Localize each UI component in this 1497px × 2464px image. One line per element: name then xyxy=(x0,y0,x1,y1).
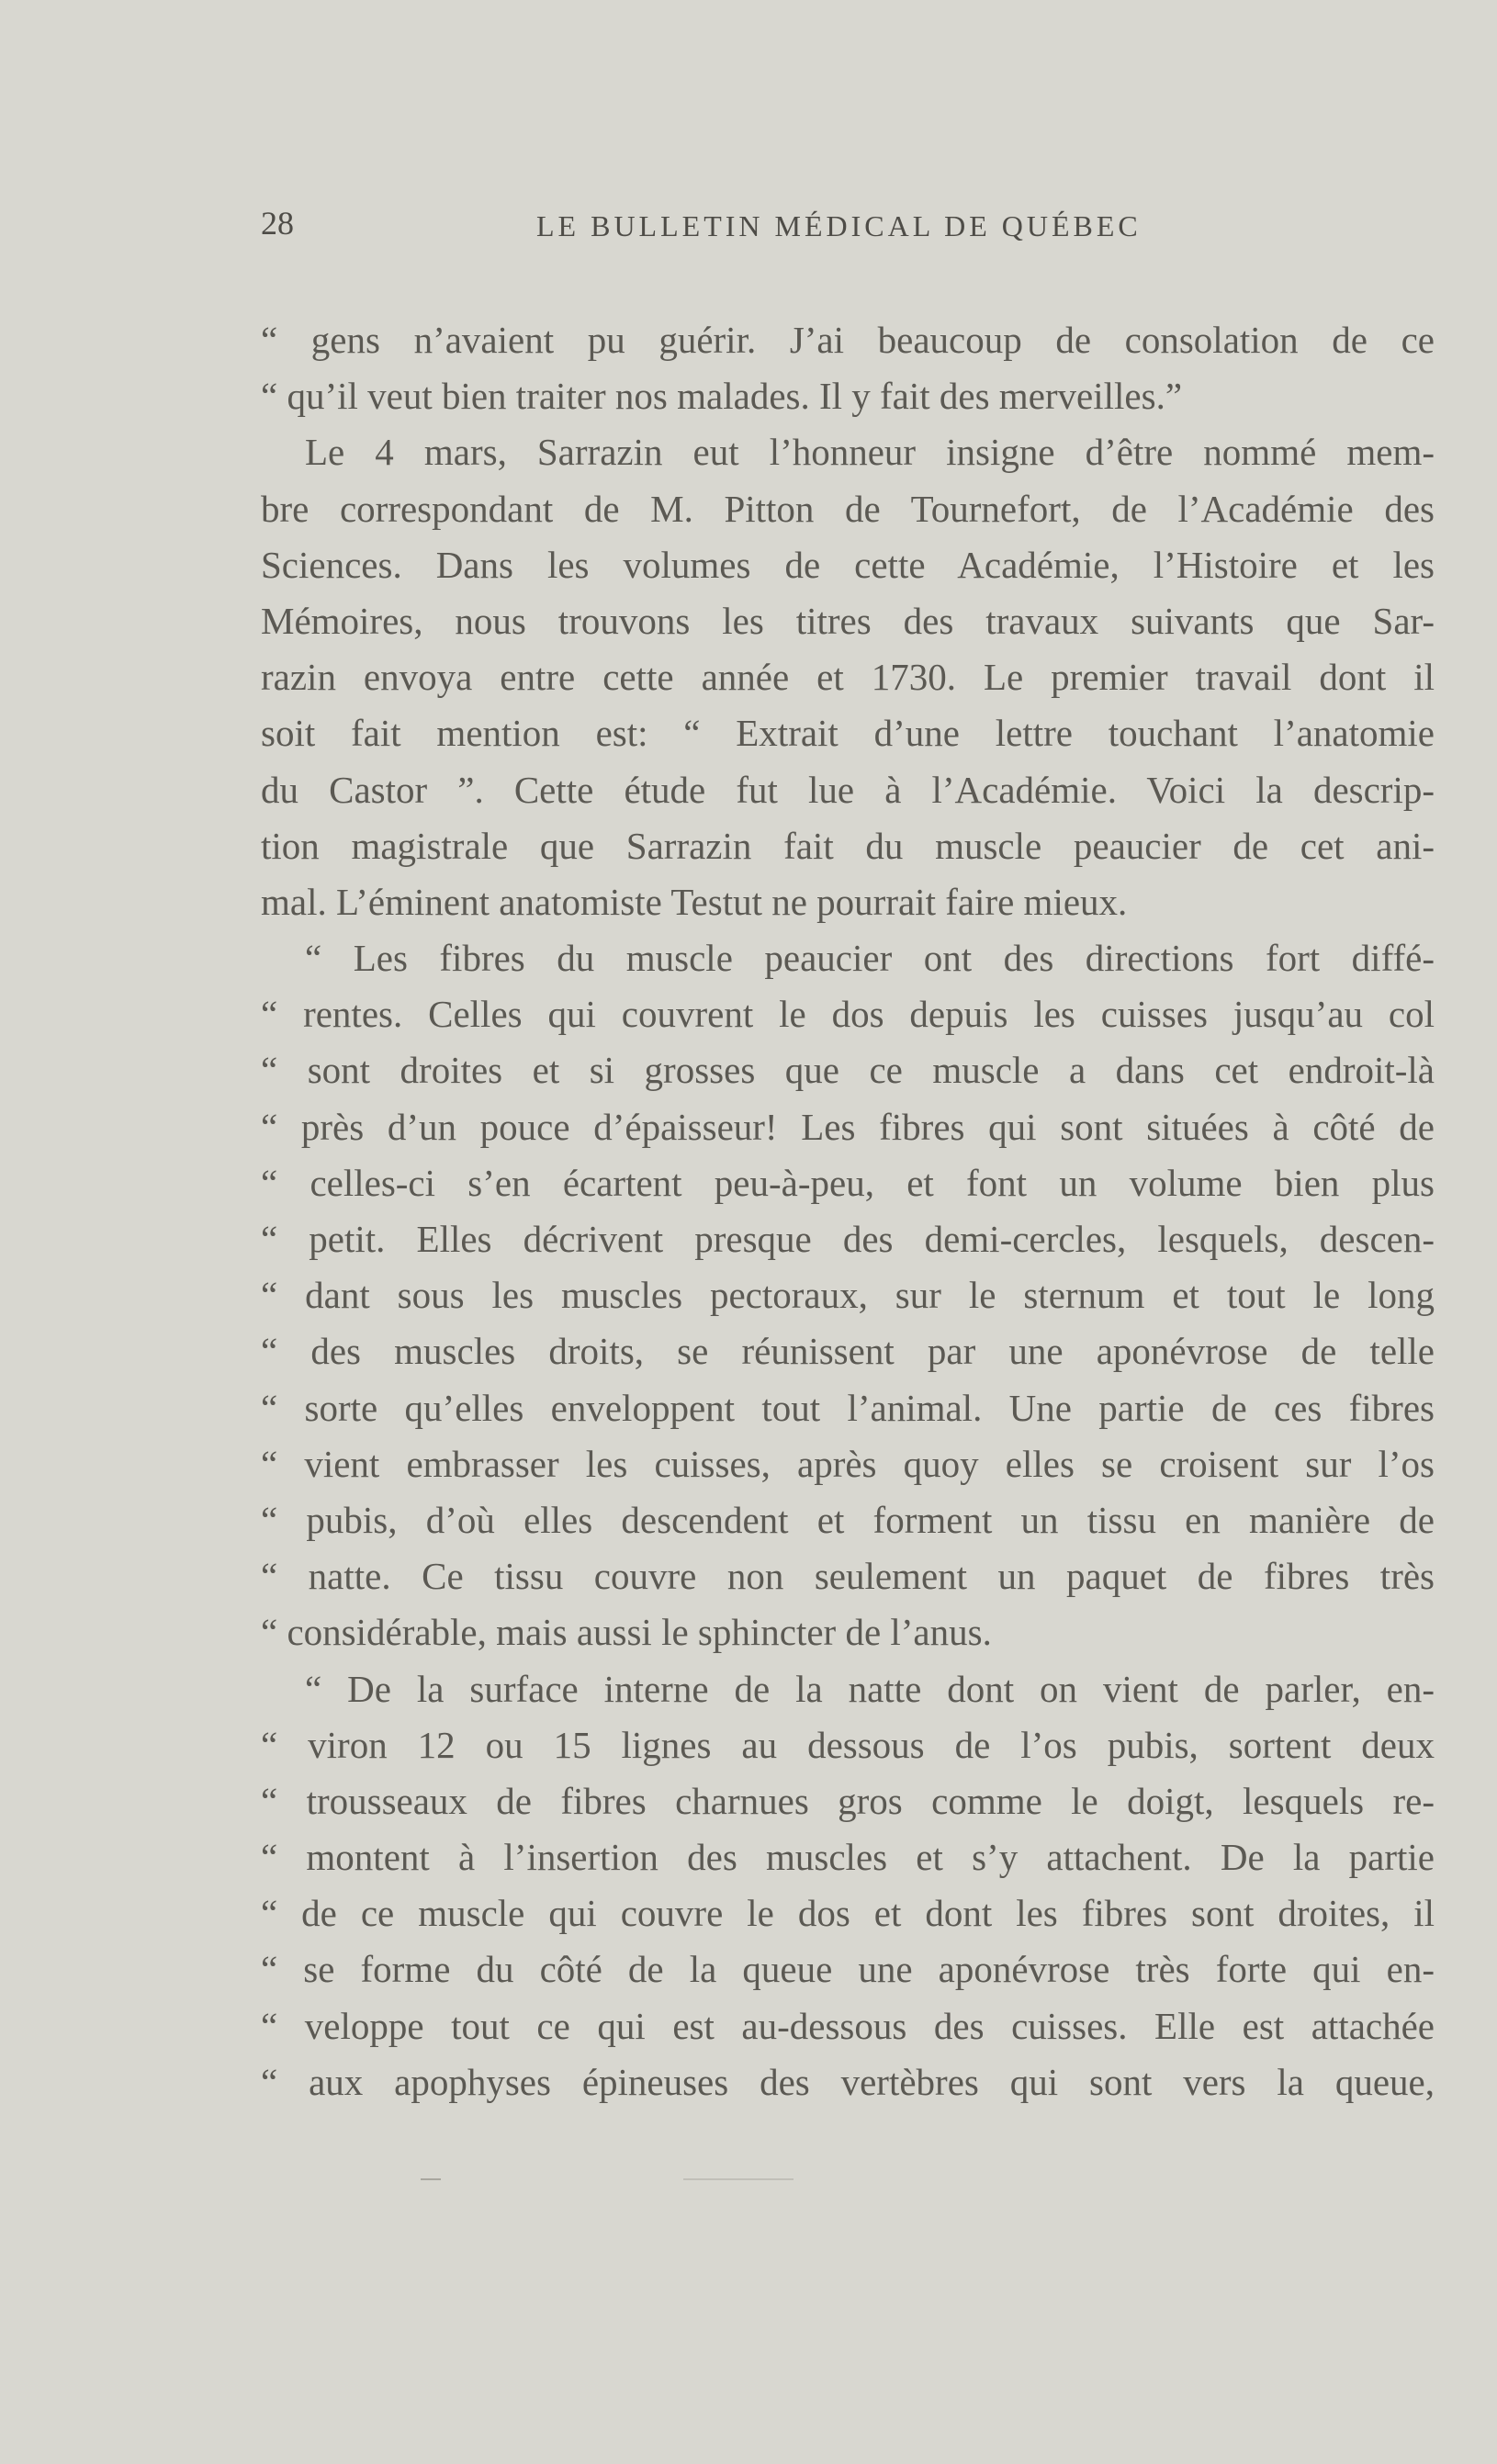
text-line: “ celles-ci s’en écartent peu-à-peu, et font un volume bien plus xyxy=(261,1161,1435,1204)
page-number: 28 xyxy=(261,205,294,242)
text-line: “ De la surface interne de la natte dont on vient de parler, en- xyxy=(305,1667,1435,1710)
text-line: Sciences. Dans les volumes de cette Académie, l’Histoire et les xyxy=(261,543,1435,586)
text-line: “ petit. Elles décrivent presque des demi-cercles, lesquels, descen- xyxy=(261,1218,1435,1260)
text-line: “ viron 12 ou 15 lignes au dessous de l’os pubis, sortent deux xyxy=(261,1723,1435,1766)
text-line: “ montent à l’insertion des muscles et s’y attachent. De la partie xyxy=(261,1836,1435,1879)
text-line: “ trousseaux de fibres charnues gros comme le doigt, lesquels re- xyxy=(261,1779,1435,1822)
text-line: “ Les fibres du muscle peaucier ont des directions fort diffé- xyxy=(305,937,1435,980)
text-line: “ dant sous les muscles pectoraux, sur le sternum et tout le long xyxy=(261,1274,1435,1317)
body-text xyxy=(261,312,1435,2110)
running-header xyxy=(261,204,1446,259)
text-line: mal. L’éminent anatomiste Testut ne pourrait faire mieux. xyxy=(261,880,1128,923)
text-line: “ des muscles droits, se réunissent par une aponévrose de telle xyxy=(261,1330,1435,1373)
text-line: “ considérable, mais aussi le sphincter de l’anus. xyxy=(261,1611,992,1654)
text-line: “ sont droites et si grosses que ce muscle a dans cet endroit-là xyxy=(261,1049,1435,1092)
text-line: razin envoya entre cette année et 1730. Le premier travail dont il xyxy=(261,656,1435,699)
text-line: “ près d’un pouce d’épaisseur! Les fibres qui sont situées à côté de xyxy=(261,1105,1435,1148)
text-line: tion magistrale que Sarrazin fait du muscle peaucier de cet ani- xyxy=(261,824,1435,867)
text-line: “ sorte qu’elles enveloppent tout l’animal. Une partie de ces fibres xyxy=(261,1386,1435,1429)
text-line: du Castor ”. Cette étude fut lue à l’Académie. Voici la descrip- xyxy=(261,768,1435,811)
text-line: “ rentes. Celles qui couvrent le dos depuis les cuisses jusqu’au col xyxy=(261,993,1435,1036)
text-line: “ natte. Ce tissu couvre non seulement un paquet de fibres très xyxy=(261,1555,1435,1598)
journal-title: LE BULLETIN MÉDICAL DE QUÉBEC xyxy=(536,209,1142,242)
text-line: Le 4 mars, Sarrazin eut l’honneur insigne d’être nommé mem- xyxy=(305,431,1435,474)
text-line: “ de ce muscle qui couvre le dos et dont les fibres sont droites, il xyxy=(261,1892,1435,1935)
text-line: “ se forme du côté de la queue une aponévrose très forte qui en- xyxy=(261,1948,1435,1991)
print-speck xyxy=(421,2178,441,2180)
text-line: “ aux apophyses épineuses des vertèbres qui sont vers la queue, xyxy=(261,2060,1435,2103)
text-line: “ gens n’avaient pu guérir. J’ai beaucoup de consolation de ce xyxy=(261,319,1435,361)
text-line: “ veloppe tout ce qui est au-dessous des cuisses. Elle est attachée xyxy=(261,2004,1435,2047)
text-line: bre correspondant de M. Pitton de Tournefort, de l’Académie des xyxy=(261,487,1435,530)
text-line: “ qu’il veut bien traiter nos malades. Il y fait des merveilles.” xyxy=(261,375,1183,418)
text-line: “ vient embrasser les cuisses, après quoy elles se croisent sur l’os xyxy=(261,1442,1435,1485)
text-line: “ pubis, d’où elles descendent et forment un tissu en manière de xyxy=(261,1498,1435,1541)
text-line: Mémoires, nous trouvons les titres des travaux suivants que Sar- xyxy=(261,599,1435,642)
print-speck xyxy=(683,2178,794,2180)
text-line: soit fait mention est: “ Extrait d’une lettre touchant l’anatomie xyxy=(261,712,1435,755)
